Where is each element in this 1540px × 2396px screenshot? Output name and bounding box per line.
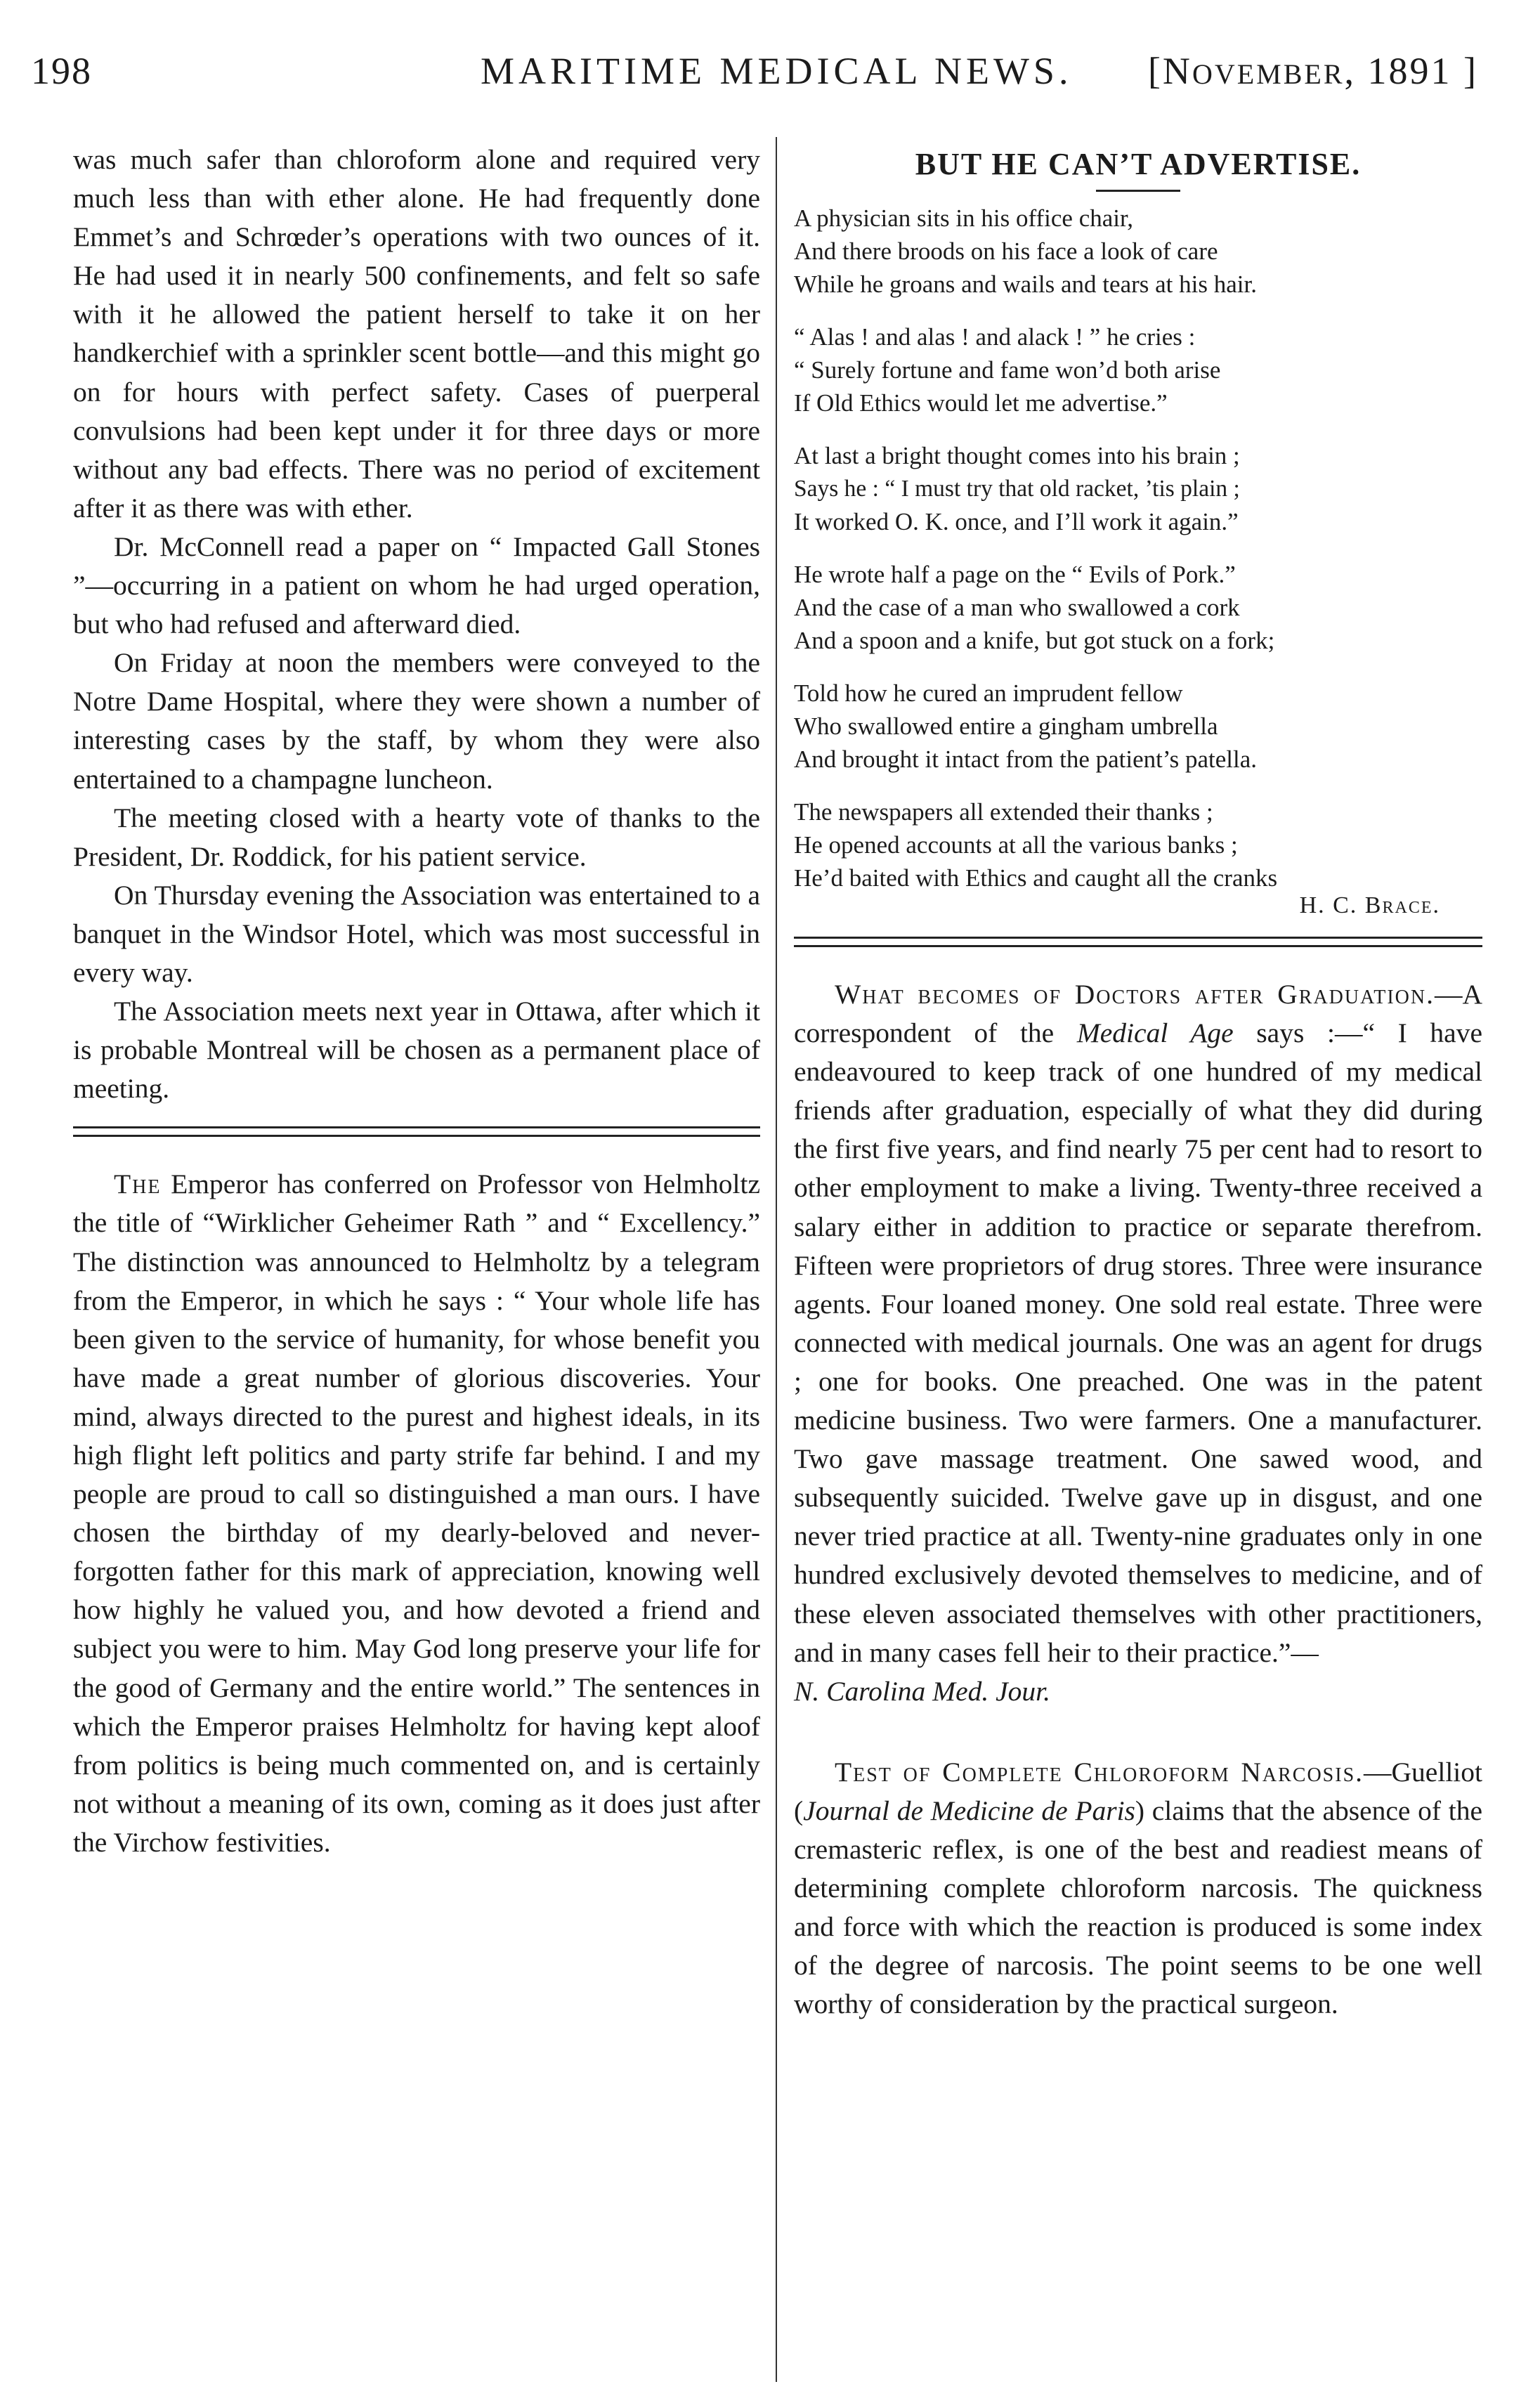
poem-line: If Old Ethics would let me advertise.” — [794, 389, 1168, 417]
poem-line: Says he : “ I must try that old racket, ’tis plain ; — [794, 476, 1240, 502]
doctors-article-pre: —A correspondent of the — [794, 979, 1482, 1049]
poem-title-rule — [1096, 190, 1180, 192]
page-number: 198 — [31, 50, 92, 92]
poem-line: A physician sits in his office chair, — [794, 204, 1134, 232]
poem-title: BUT HE CAN’T ADVERTISE. — [915, 147, 1362, 181]
doctors-article-source: Medical Age — [1076, 1017, 1234, 1049]
poem-stanza — [794, 677, 1482, 776]
emperor-helmholtz-article — [73, 1165, 760, 1862]
issue-date — [1148, 49, 1478, 93]
section-divider — [794, 937, 1482, 947]
doctors-after-graduation-article — [794, 975, 1482, 1711]
paragraph-vote-of-thanks: The meeting closed with a hearty vote of thanks to the President, Dr. Roddick, for his patient service. — [73, 802, 760, 872]
poem-line: While he groans and wails and tears at his hair. — [794, 271, 1257, 298]
poem-stanza — [794, 558, 1482, 657]
poem-author: H. C. Brace. — [1299, 892, 1440, 918]
poem-line: And the case of a man who swallowed a cork — [794, 594, 1240, 621]
poem-line: He opened accounts at all the various banks ; — [794, 831, 1238, 859]
poem-line: “ Alas ! and alas ! and alack ! ” he cries : — [794, 323, 1196, 351]
poem-stanza — [794, 202, 1482, 301]
poem-line: Who swallowed entire a gingham umbrella — [794, 712, 1218, 740]
section-divider — [73, 1126, 760, 1137]
paragraph-next-meeting: The Association meets next year in Ottawa, after which it is probable Montreal will be chosen as a permanent place of meeting. — [73, 996, 760, 1105]
doctors-article-citation: N. Carolina Med. Jour. — [794, 1675, 1051, 1707]
emperor-text: Emperor has conferred on Professor von Helmholtz the title of “Wirklicher Geheimer Rath ” and “ Excellency.” The distinction was announced to Helmholtz by a telegram from the Emperor, in which he says : “ Your whole life has been given to the service of humanity, for whose benefit you have made a great number of glorious discoveries. Your mind, always directed to the purest and highest ideals, in its high flight left politics and party strife far behind. I and my people are proud to call so distinguished a man ours. I have chosen the birthday of my dearly-beloved and never-forgotten father for this mark of appreciation, knowing well how highly he valued you, and how devoted a friend and subject you were to him. May God long preserve your life for the good of Germany and the entire world.” The sentences in which the Emperor praises Helmholtz for having kept aloof from politics is being much commented on, and is certainly not without a meaning of its own, coming as it does just after the Virchow festivities. — [73, 1168, 760, 1858]
poem-stanza — [794, 795, 1482, 894]
chloroform-article-lead: Test of Complete Chloroform Narcosis. — [835, 1756, 1364, 1788]
poem-line: It worked O. K. once, and I’ll work it again.” — [794, 508, 1239, 535]
chloroform-article-body: ) claims that the absence of the cremasteric reflex, is one of the best and readiest means of determining complete chloroform narcosis. The quickness and force with which the reaction is produced is some index of the degree of narcosis. The point seems to be one well worthy of consideration by the practical surgeon. — [794, 1795, 1482, 2020]
poem-line: He’d baited with Ethics and caught all the cranks — [794, 864, 1278, 892]
journal-title: MARITIME MEDICAL NEWS. — [481, 50, 1073, 92]
poem-line: Told how he cured an imprudent fellow — [794, 679, 1183, 707]
poem-line: And there broods on his face a look of care — [794, 237, 1218, 265]
poem-line: “ Surely fortune and fame won’d both arise — [794, 356, 1221, 384]
paragraph-banquet: On Thursday evening the Association was entertained to a banquet in the Windsor Hotel, which was most successful in every way. — [73, 879, 760, 988]
poem-stanza — [794, 320, 1482, 419]
page-header — [31, 49, 1478, 112]
issue-date-open: [N — [1147, 50, 1192, 92]
issue-date-close: , 1891 ] — [1344, 50, 1478, 92]
chloroform-narcosis-article — [794, 1753, 1482, 2024]
poem-line: The newspapers all extended their thanks ; — [794, 798, 1213, 826]
chloroform-article-pre: —Guelliot ( — [794, 1756, 1482, 1826]
paragraph-mcconnell: Dr. McConnell read a paper on “ Impacted Gall Stones ”—occurring in a patient on whom he had urged operation, but who had refused and afterward died. — [73, 530, 760, 640]
right-column — [794, 141, 1482, 2024]
chloroform-article-source: Journal de Medicine de Paris — [803, 1795, 1135, 1826]
column-divider — [776, 137, 777, 2382]
issue-date-month: OVEMBER — [1192, 58, 1345, 90]
article-spacer — [794, 1711, 1482, 1753]
left-column — [73, 141, 760, 1862]
poem-stanza — [794, 439, 1482, 538]
emperor-lead: The — [114, 1168, 162, 1200]
poem-line: He wrote half a page on the “ Evils of Pork.” — [794, 561, 1236, 588]
poem-line: At last a bright thought comes into his brain ; — [794, 442, 1240, 469]
poem-line: And a spoon and a knife, but got stuck on a fork; — [794, 627, 1275, 654]
poem-line: And brought it intact from the patient’s patella. — [794, 746, 1258, 773]
doctors-article-body: says :—“ I have endeavoured to keep track of one hundred of my medical friends after graduation, especially of what they did during the first five years, and find nearly 75 per cent had to resort to other employment to make a living. Twenty-three received a salary either in addition to practice or separate therefrom. Fifteen were proprietors of drug stores. Three were insurance agents. Four loaned money. One sold real estate. Three were connected with medical journals. One was an agent for drugs ; one for books. One preached. One was in the patent medicine business. Two were farmers. One a manufacturer. Two gave massage treatment. One sawed wood, and subsequently suicided. Twelve gave up in disgust, and one never tried practice at all. Twenty-nine graduates only in one hundred exclusively devoted themselves to medicine, and of these eleven associated themselves with other practitioners, and in many cases fell heir to their practice.”— — [794, 1017, 1482, 1668]
paragraph-continued: was much safer than chloroform alone and required very much less than with ether alone. He had frequently done Emmet’s and Schrœder’s operations with two ounces of it. He had used it in nearly 500 confinements, and felt so safe with it he allowed the patient herself to take it on her handkerchief with a sprinkler scent bottle—and this might go on for hours with perfect safety. Cases of puerperal convulsions had been kept under it for three days or more without any bad effects. There was no period of excitement after it as there was with ether. — [73, 144, 760, 523]
paragraph-notre-dame: On Friday at noon the members were conveyed to the Notre Dame Hospital, where they were shown a number of interesting cases by the staff, by whom they were also entertained to a champagne luncheon. — [73, 647, 760, 795]
doctors-article-lead: What becomes of Doctors after Graduation. — [835, 979, 1435, 1010]
